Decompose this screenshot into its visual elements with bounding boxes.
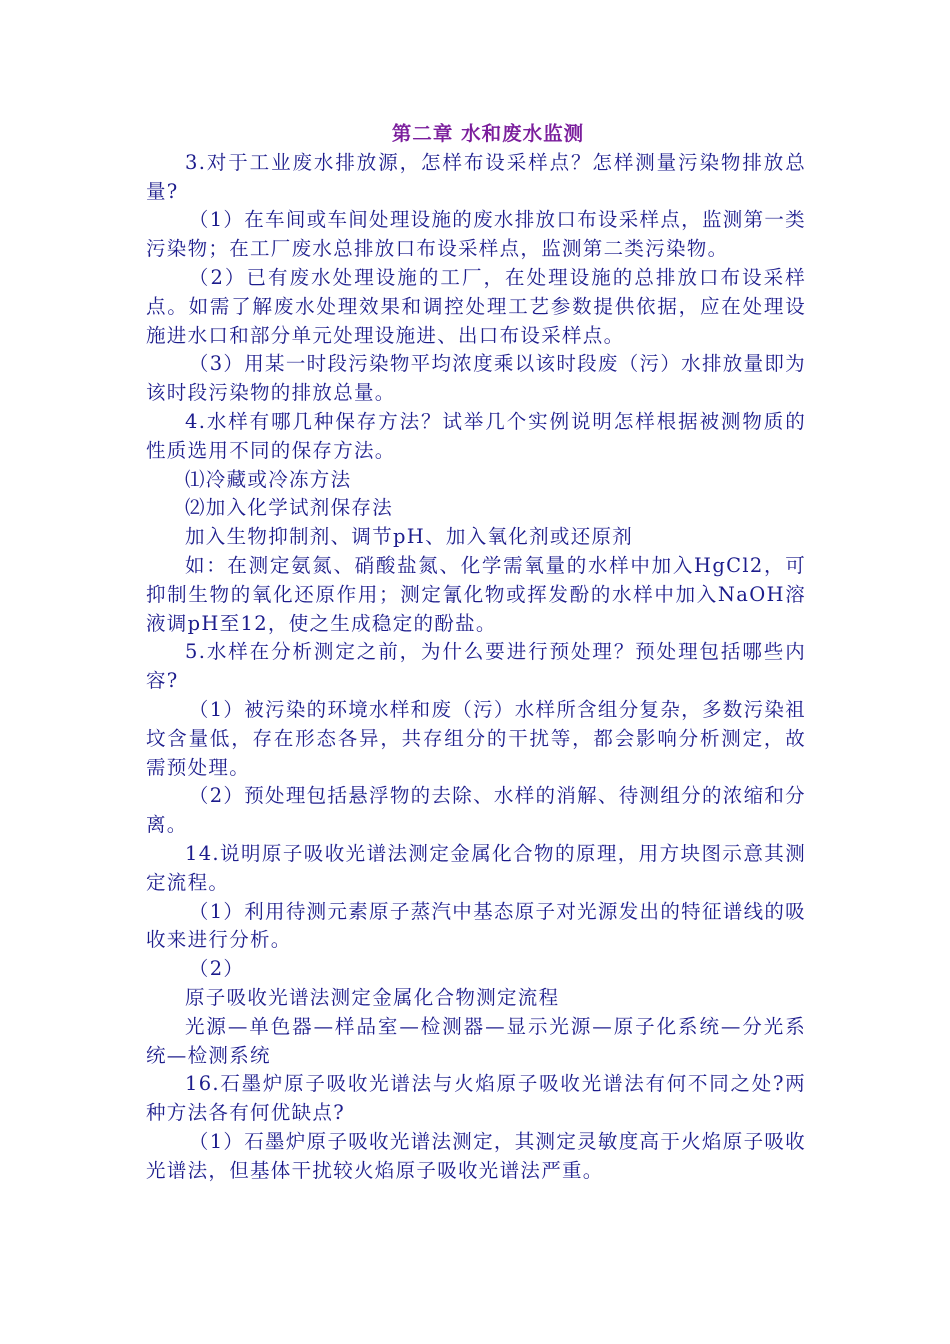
answer-3-part-3: （3）用某一时段污染物平均浓度乘以该时段废（污）水排放量即为该时段污染物的排放总量。 — [146, 352, 806, 405]
chapter-title: 第二章 水和废水监测 — [391, 122, 585, 145]
answer-4-example: 如：在测定氨氮、硝酸盐氮、化学需氧量的水样中加入HgCl2，可抑制生物的氧化还原作用；测定氰化物或挥发酚的水样中加入NaOH溶液调pH至12，使之生成稳定的酚盐。 — [146, 553, 806, 635]
answer-14-flow-title: 原子吸收光谱法测定金属化合物测定流程 — [185, 985, 560, 1009]
answer-14-part-2-label: （2） — [188, 957, 245, 981]
answer-14-part-1: （1）利用待测元素原子蒸汽中基态原子对光源发出的特征谱线的吸收来进行分析。 — [146, 899, 806, 952]
question-14: 14.说明原子吸收光谱法测定金属化合物的原理，用方块图示意其测定流程。 — [146, 841, 806, 894]
answer-3-part-2: （2）已有废水处理设施的工厂，在处理设施的总排放口布设采样点。如需了解废水处理效果和调控处理工艺参数提供依据，应在处理设施进水口和部分单元处理设施进、出口布设采样点。 — [146, 265, 806, 347]
question-3: 3.对于工业废水排放源，怎样布设采样点？怎样测量污染物排放总量? — [146, 150, 806, 203]
question-16: 16.石墨炉原子吸收光谱法与火焰原子吸收光谱法有何不同之处?两种方法各有何优缺点? — [146, 1072, 806, 1125]
answer-4-method-2: ⑵加入化学试剂保存法 — [185, 496, 394, 520]
answer-16-part-1: （1）石墨炉原子吸收光谱法测定，其测定灵敏度高于火焰原子吸收光谱法，但基体干扰较火焰原子吸收光谱法严重。 — [146, 1129, 806, 1182]
answer-5-part-2: （2）预处理包括悬浮物的去除、水样的消解、待测组分的浓缩和分离。 — [146, 784, 806, 837]
question-5: 5.水样在分析测定之前，为什么要进行预处理？预处理包括哪些内容? — [146, 640, 806, 693]
answer-14-flow: 光源—单色器—样品室—检测器—显示光源—原子化系统—分光系统—检测系统 — [146, 1014, 806, 1067]
document-page — [146, 120, 806, 1185]
answer-4-method-1: ⑴冷藏或冷冻方法 — [185, 467, 352, 491]
question-4: 4.水样有哪几种保存方法？试举几个实例说明怎样根据被测物质的性质选用不同的保存方法。 — [146, 409, 806, 462]
answer-4-method-2-detail: 加入生物抑制剂、调节pH、加入氧化剂或还原剂 — [185, 525, 634, 549]
answer-3-part-1: （1）在车间或车间处理设施的废水排放口布设采样点，监测第一类污染物；在工厂废水总排放口布设采样点，监测第二类污染物。 — [146, 208, 806, 261]
answer-5-part-1: （1）被污染的环境水样和废（污）水样所含组分复杂，多数污染祖坟含量低，存在形态各异，共存组分的干扰等，都会影响分析测定，故需预处理。 — [146, 697, 806, 779]
